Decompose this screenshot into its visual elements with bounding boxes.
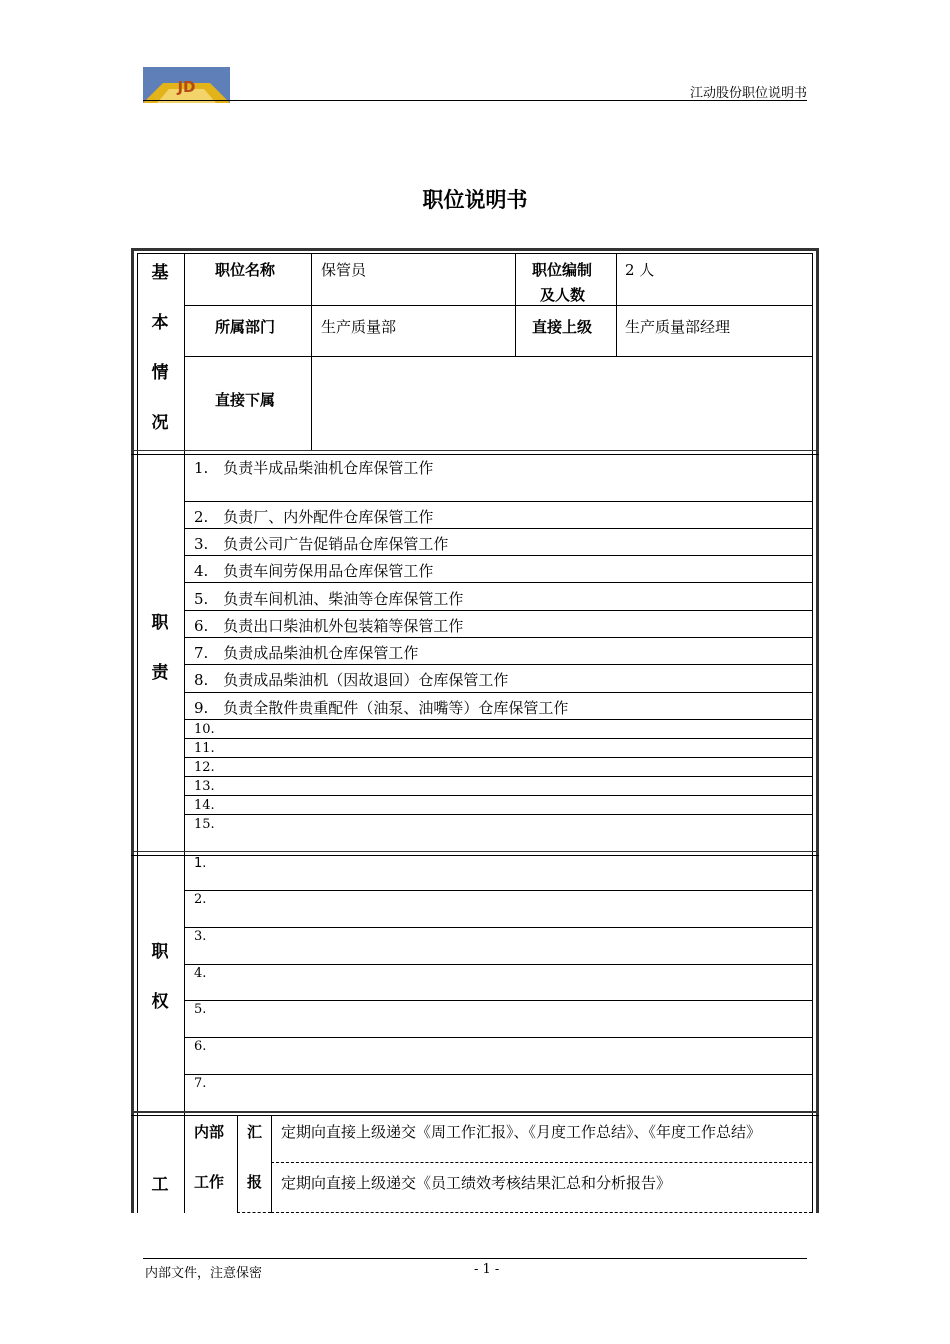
section-basic-char-3: 情 [151,363,169,383]
header-doc-name: 江动股份职位说明书 [689,86,807,101]
authority-item: 4. [194,966,207,981]
duty-item: 2. 负责厂、内外配件仓库保管工作 [194,508,434,526]
internal-work-label-line1: 内部 [194,1123,225,1141]
header-divider [143,100,807,101]
department-value: 生产质量部 [321,318,397,336]
headcount-value: 2 人 [625,261,655,279]
duty-item: 3. 负责公司广告促销品仓库保管工作 [194,535,449,553]
duty-item: 14. [194,798,215,813]
report-item: 定期向直接上级递交《员工绩效考核结果汇总和分析报告》 [281,1174,672,1192]
section-duties-char-2: 责 [151,663,169,683]
duty-item: 8. 负责成品柴油机（因故退回）仓库保管工作 [194,671,509,689]
section-work-char: 工 [151,1175,169,1195]
duty-item: 7. 负责成品柴油机仓库保管工作 [194,644,419,662]
section-basic-char-4: 况 [151,413,169,433]
footer-confidential-note: 内部文件，注意保密 [145,1266,263,1281]
authority-item: 2. [194,892,207,907]
position-value: 保管员 [321,261,367,279]
department-label: 所属部门 [215,318,276,336]
duty-item: 1. 负责半成品柴油机仓库保管工作 [194,459,434,477]
authority-item: 3. [194,929,207,944]
footer-divider [143,1258,807,1259]
position-label: 职位名称 [215,261,276,279]
page-number: - 1 - [474,1262,500,1277]
duty-item: 9. 负责全散件贵重配件（油泵、油嘴等）仓库保管工作 [194,699,569,717]
authority-item: 5. [194,1002,207,1017]
headcount-label-line1: 职位编制 [532,261,593,279]
subordinate-label: 直接下属 [215,391,276,409]
logo-text: JD [177,78,196,96]
headcount-label-line2: 及人数 [540,286,586,304]
authority-item: 7. [194,1076,207,1091]
report-item: 定期向直接上级递交《周工作汇报》、《月度工作总结》、《年度工作总结》 [281,1123,762,1141]
duty-item: 15. [194,817,215,832]
duty-item: 6. 负责出口柴油机外包装箱等保管工作 [194,617,464,635]
authority-item: 1. [194,856,207,871]
section-duties-char-1: 职 [151,613,169,633]
internal-work-label-line2: 工作 [194,1173,225,1191]
duty-item: 12. [194,760,215,775]
section-authority-char-1: 职 [151,942,169,962]
section-authority-char-2: 权 [151,992,169,1012]
duty-item: 11. [194,741,215,756]
duty-item: 5. 负责车间机油、柴油等仓库保管工作 [194,590,464,608]
duty-item: 13. [194,779,215,794]
superior-value: 生产质量部经理 [625,318,731,336]
report-label-line1: 汇 [247,1123,263,1141]
duty-item: 4. 负责车间劳保用品仓库保管工作 [194,562,434,580]
superior-label: 直接上级 [532,318,593,336]
section-basic-char-2: 本 [151,313,169,333]
authority-item: 6. [194,1039,207,1054]
report-label-line2: 报 [247,1173,263,1191]
company-logo [143,67,230,103]
duty-item: 10. [194,722,215,737]
page-title: 职位说明书 [422,188,528,212]
section-basic-char-1: 基 [151,263,169,283]
